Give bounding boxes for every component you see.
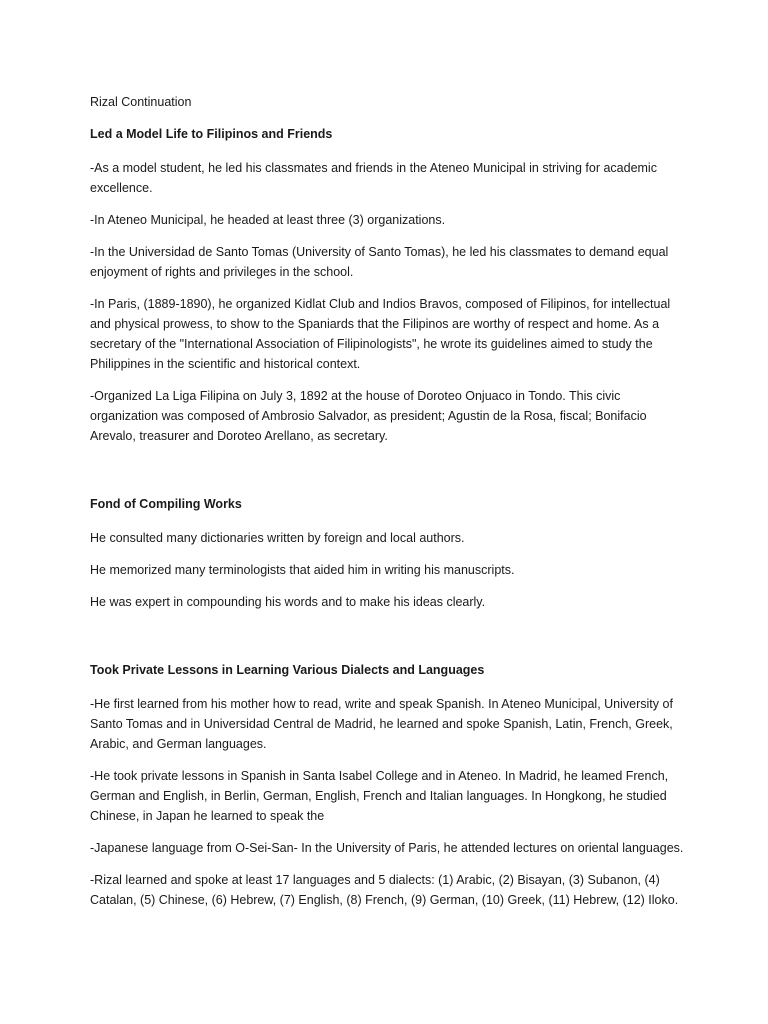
paragraph: -As a model student, he led his classmates and friends in the Ateneo Municipal in striving for academic excellence. — [90, 161, 657, 195]
paragraph: He was expert in compounding his words and to make his ideas clearly. — [90, 595, 486, 609]
document-title: Rizal Continuation — [90, 95, 192, 109]
paragraph: -Rizal learned and spoke at least 17 languages and 5 dialects: (1) Arabic, (2) Bisayan, (3) Subanon, (4) Catalan, (5) Chinese, (6) Hebrew, (7) English, (8) French, (9) German, (10) Greek, (11) Hebrew, (12) Iloko. — [90, 873, 679, 907]
paragraph: He consulted many dictionaries written by foreign and local authors. — [90, 531, 465, 545]
paragraph: -In Ateneo Municipal, he headed at least three (3) organizations. — [90, 213, 446, 227]
section-compiling-works — [90, 495, 690, 612]
paragraph: -Organized La Liga Filipina on July 3, 1892 at the house of Doroteo Onjuaco in Tondo. This civic organization was composed of Ambrosio Salvador, as president; Agustin de la Rosa, fiscal; Bonifacio Arevalo, treasurer and Doroteo Arellano, as secretary. — [90, 389, 647, 443]
paragraph: -In Paris, (1889-1890), he organized Kidlat Club and Indios Bravos, composed of Filipinos, for intellectual and physical prowess, to show to the Spaniards that the Filipinos are worthy of respect and home. As a secretary of the "International Association of Filipinologists", he wrote its guidelines aimed to study the Philippines in the scientific and historical context. — [90, 297, 671, 371]
paragraph: -He took private lessons in Spanish in Santa Isabel College and in Ateneo. In Madrid, he leamed French, German and English, in Berlin, German, English, French and Italian languages. In Hongkong, he studied Chinese, in Japan he learned to speak the — [90, 769, 669, 823]
paragraph: -He first learned from his mother how to read, write and speak Spanish. In Ateneo Municipal, University of Santo Tomas and in Universidad Central de Madrid, he learned and spoke Spanish, Latin, French, Greek, Arabic, and German languages. — [90, 697, 673, 751]
blank-line — [90, 624, 690, 661]
paragraph: He memorized many terminologists that aided him in writing his manuscripts. — [90, 563, 515, 577]
section-model-life — [90, 125, 690, 446]
blank-line — [90, 458, 690, 495]
section-heading: Took Private Lessons in Learning Various Dialects and Languages — [90, 663, 485, 677]
paragraph: -Japanese language from O-Sei-San- In the University of Paris, he attended lectures on oriental languages. — [90, 841, 684, 855]
section-heading: Fond of Compiling Works — [90, 497, 242, 511]
paragraph: -In the Universidad de Santo Tomas (University of Santo Tomas), he led his classmates to demand equal enjoyment of rights and privileges in the school. — [90, 245, 669, 279]
document-page — [90, 93, 690, 922]
section-languages — [90, 661, 690, 910]
section-heading: Led a Model Life to Filipinos and Friends — [90, 127, 333, 141]
